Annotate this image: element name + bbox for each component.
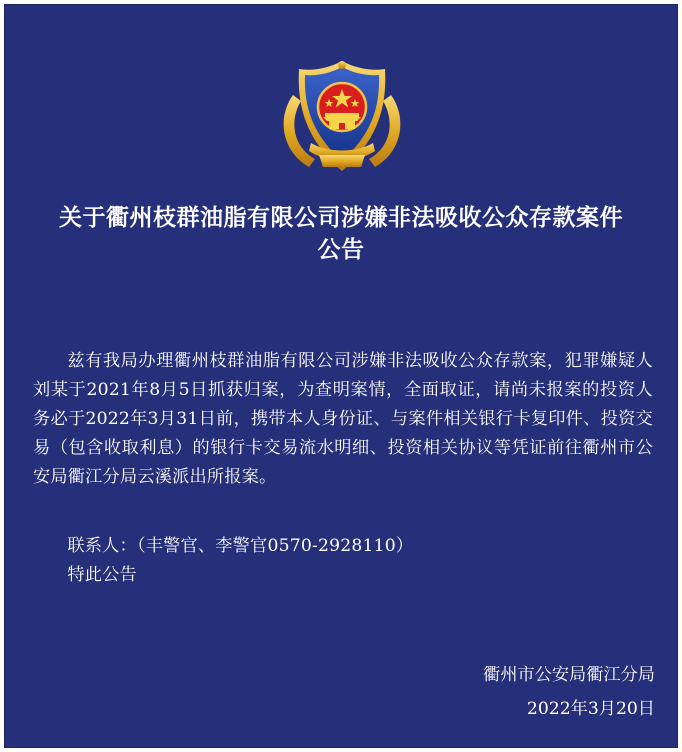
closing-line: 特此公告: [67, 565, 137, 585]
notice-title-suffix: 公告: [317, 237, 365, 263]
notice-panel: [4, 4, 678, 748]
issuer-name: 衢州市公安局衢江分局: [483, 665, 655, 685]
issue-date: 2022年3月20日: [526, 699, 655, 719]
police-emblem-icon: [275, 55, 409, 187]
notice-title: 关于衢州枝群油脂有限公司涉嫌非法吸收公众存款案件: [59, 205, 623, 231]
notice-body: 兹有我局办理衢州枝群油脂有限公司涉嫌非法吸收公众存款案，犯罪嫌疑人刘某于2021年8月5日抓获归案，为查明案情，全面取证，请尚未报案的投资人务必于2022年3月31日前，携带本人身份证、与案件相关银行卡复印件、投资交易（包含收取利息）的银行卡交易流水明细、投资相关协议等凭证前往衢州市公安局衢江分局云溪派出所报案。: [33, 351, 653, 487]
contact-line: 联系人：（丰警官、李警官0570-2928110）: [67, 536, 414, 556]
